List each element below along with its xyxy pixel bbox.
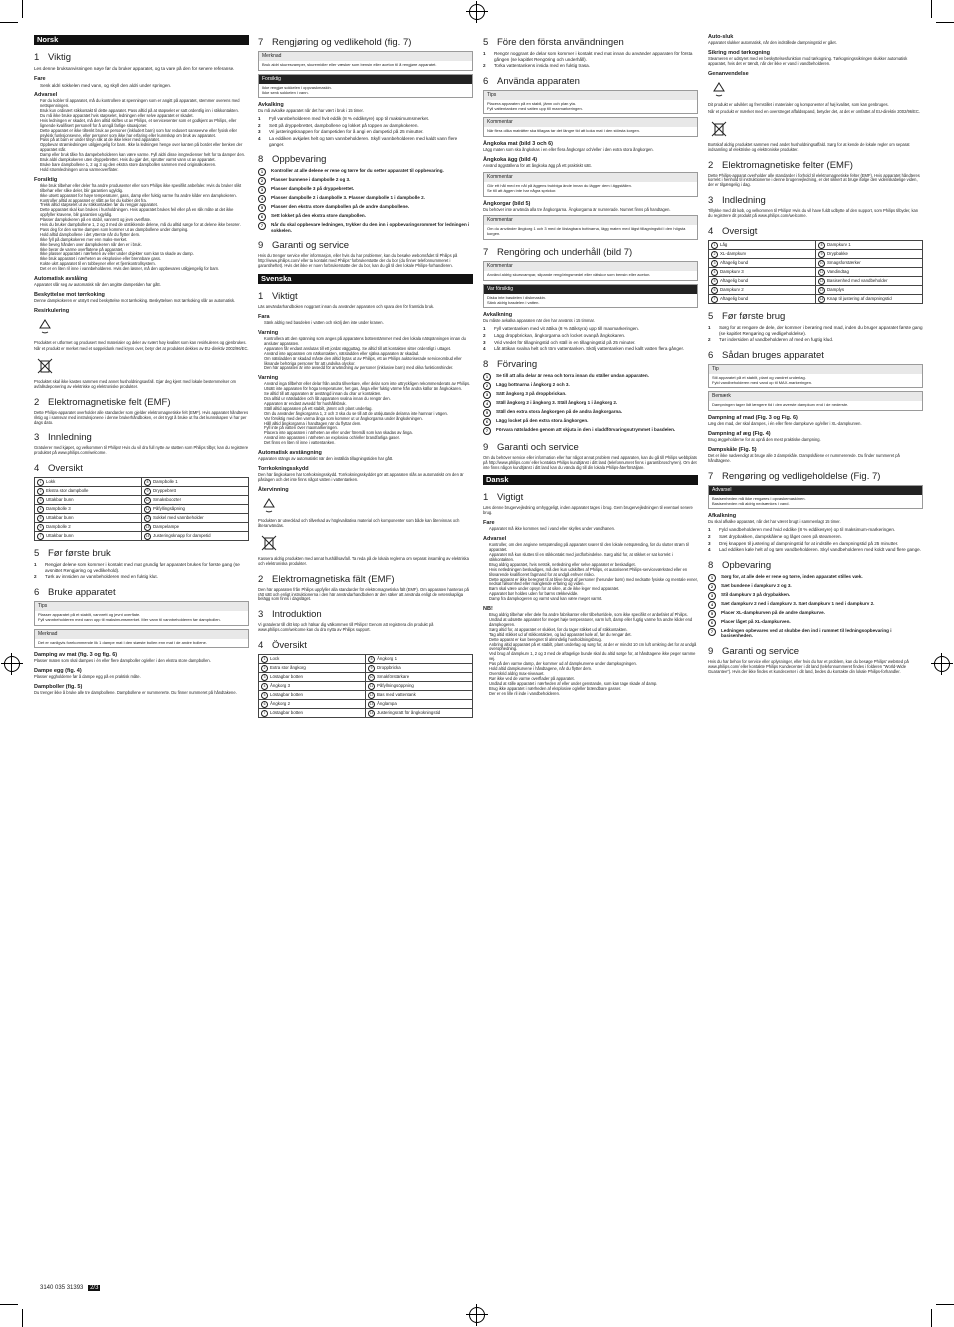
bullet-list: • Ikke bruk tilbehør eller deler fra andre produsenter eller som Philips ikke spesifikt anbefaler. Hvis du bruker slikt tilbehør eller slike deler, blir garantien ugyldig. • Ikke utsett apparatet for høye temperaturer, gass, damp eller fuktig varme fra andre kilder enn dampkokeren. • Kontroller alltid at apparatet er slått av før du kobler det fra. • Trekk alltid støpselet ut av stikkontakten før du rengjør apparatet. • Dette apparatet skal kun brukes i husholdningen. Hvis apparatet brukes feil eller på en slik måte at det ikke oppfyller kravene, blir garantien ugyldig. • Plasser dampkokeren på en stabil, vannrett og jevn overflate. • Hvis du bruker dampbollene 1, 2 og 3 med de utstikkende delene, må du alltid sørge for at delene ikke berører. • Pass deg for den varme dampen som kommer ut av dampbollene under damping. • Hold alltid dampbollene i det ytterste når du flytter dem. • Ikke fyll på dampkokeren mer enn maks-merket. • Ikke beveg hånden over dampkokeren når den er i bruk. • Ikke berør de varme overflatene på apparatet. • Ikke plasser apparatet i nærheten av eller under objekter som kan ta skade av damp. • Ikke bruk apparatet i nærheten av eksplosive eller brennbare gass. • Kokte ukrt apparatet til en tobbeyner eller et fjernkontrollsystem. • Det er en liten ril inne i vannbeholderen. Hvis den løsner, må den oppbevares utilgjengelig for barn. — [34, 184, 249, 272]
step: 4 Låt ättikan svalna helt och töm vattentanken. Skölj vattentanken med kallt vatten flera gånger. — [483, 346, 684, 352]
overview-table: 1 Låg 8 Dampkurv 1 2 XL-dampkurv 9 Drypbakke 3 Aftagelig bund 10 Smagsforstærker 4 Dampkurv 3 11 Vandindtag 5 Aftagelig bund 12 Basisenhed med vandbeholder 6 Dampkurv 2 13 Damplys 7 Aftagelig bund 14 Knap til justering af dampningstid — [708, 240, 923, 304]
subheading: Avkalking — [258, 102, 284, 109]
paragraph: Apparatet slår seg av automatisk når den angitte dampetiden har gått. — [34, 282, 161, 288]
paragraph: Du må avkalke apparatet når det har vært i bruk i 15 timer. — [258, 108, 364, 114]
subheading: Återvinning — [258, 486, 289, 493]
section-heading: 6 Använda apparaten — [483, 75, 580, 87]
note-box: Kommentar Om du använder ångkorg 1 och 3 med de löstagbara bottnarna, lägg maten med lägst tillagningstid i den högsta korgen. — [483, 215, 698, 240]
crossed-bin-icon — [708, 120, 730, 138]
step: 1 Fyld vandbeholderen med hvid eddike (8 % eddikesyre) op til maksimum-markeringen. — [708, 527, 896, 533]
bullet-list: • Brug aldrig tilbehør eller dele fra andre fabrikanter eller tilbehør/dele, som ikke specifikt er anbefalet af Philips. • Undlad at udsætte apparatet for meget høje temperaturer, varm luft, damp eller fugtig varme fra andre kilder end dampkogeren. • Sørg altid for, at apparatet er slukket, før du tager stikket ud af stikkontakten. • Tag altid stikket ud af stikkontakten, og lad apparatet køle af, før du rengør det. • Dette apparat er kun beregnet til almindelig husholdningsbrug. • Anbring altid apparatet på et stabilt, plant underlag og sørg for, at der er mindst 10 cm luft omkring det for at undgå overophedning. • Ved brug af dampkurv 1, 2 og 3 med de aftagelige bunde skal du altid sørge for, at håndtagene ikke peger samme vej. • Pas på den varme damp, der kommer ud af dampkurvene under dampkogningen. • Hold altid dampkurvene i håndtagene, når du flytter dem. • Overskrid aldrig max-niveauet. • Rør ikke ved de varme overflader på apparatet. • Undlad at stille apparatet i nærheden af eller under genstande, som kan tage skade af damp. • Brug ikke apparatet i nærheden af eksplosive og/eller brændbare gasser. • Der er en lille ril inde i vandbeholderen. — [483, 613, 698, 696]
step: 1 Sørg for, at alle dele er rene og tørre, inden apparatet stilles væk. — [708, 574, 923, 582]
subheading: Resirkulering — [34, 307, 70, 314]
subheading: Fara — [258, 314, 270, 321]
subheading: Ångkorgar (bild 5) — [483, 200, 531, 207]
note-box: Kommentar När flera olika maträtter ska tillagas tar det längre tid att koka mat i den största korgen. — [483, 117, 698, 137]
bullet-list: • Kontrollera att den spänning som anges på apparatens bottenstämmer med den lokala nätspänningen innan du ansluter apparaten. • Apparaten får endast anslutas till ett jordat vägguttag. Se alltid till att kontakten sitter ordentligt i uttaget. • Använd inte apparaten om nätkontakten, nätsladden eller själva apparaten är skadad. • Om nätsladden är skadad måste den alltid bytas ut av Philips, ett av Philips auktoriserade serviceombud eller liknande behöriga personer för att undvika olyckor. • Den här apparaten är inte avsedd för användning av personer (inklusive barn) med olika funktionshinder. — [258, 337, 473, 371]
section-heading: 1 Viktig — [34, 52, 72, 63]
section-heading: 6 Sådan bruges apparatet — [708, 349, 824, 361]
column-2 — [258, 30, 473, 1285]
step: 1 Sørg for at rengøre de dele, der kommer i berøring med mad, inden du bruger apparatet første gang (se kapitlet Rengøring og vedligeholdelse). — [708, 325, 923, 336]
subheading: Fare — [483, 520, 495, 527]
bullet-list: • Før du kobler til apparatet, må du kontrollere at spenningen som er angitt på apparatet, stemmer overens med nettspenningen. • Bruk kun ordinært stikkontakt til dette apparatet. Pass alltid på at støpselet er satt ordentlig inn i stikkontakten. • Du må ikke bruke apparatet hvis støpselet, ledningen eller selve apparatet er skadet. • Hvis ledningen er skadet, må den alltid skiftes ut av Philips, et servicesenter som er godkjent av Philips, eller lignende kvalifisert personell for å unngå farlige situasjoner. • Dette apparatet er ikke tiltenkt bruk av personer (inkludert barn) som har redusert sanseevne eller fysisk eller psykisk funksjonsevne, eller personer som ikke har erfaring eller kunnskap om bruk av apparatet. • Pass på at barn er under tilsyn slik at de ikke leker med apparatet. • Oppbevar strømledningen utilgjengelig for barn. Ikke la ledningen henge over kanten på bordet eller benken der apparatet står. • Damp eller bruk tåke fra dampebeholderen kan være varme. Fyll aldri disse inngredienser helt for ta damper den. • Bruk aldri dampkokeren uten dryppebrettet. Hvis du gjør det, sprutter varmt vann ut av apparatet. • Bruke bare dampbollene 1, 2 og 3 og den ekstra store dampbollen sammen med originalkokeren. • Hold strømledningen unna varmeoverflater. — [34, 99, 249, 173]
paragraph: Produkten är utvecklad och tillverkad av högkvalitativa material och komponenter som både kan återvinnas och återanvändas. — [258, 518, 460, 529]
page-number: 2/3 — [90, 1285, 99, 1291]
subheading: Ångkoka ägg (bild 4) — [483, 157, 538, 164]
step: 2 Sæt bundene i dampkurv 2 og 3. — [708, 583, 923, 591]
section-heading: 2 Elektromagnetiske felt (EMF) — [34, 396, 171, 408]
bullet-list: • Sänk aldrig ned basdelen i vatten och skölj den inte under kranen. — [258, 321, 473, 326]
paragraph: Kassera aldrig produkten med annat hushållsavfall. Ta reda på de lokala reglerna om separat insamling av elektriska och elektroniska produkter. — [258, 555, 469, 566]
note-box: Merknad Det er vanligvis forekommende lik 1 dampe mat i den største bollen enn mat i de andre bollene. — [34, 629, 249, 649]
registration-mark — [934, 656, 950, 672]
paragraph: Produktet er utformet og produsert med materialer og deler av svært høy kvalitet som kan resirkuleres og gjenbrukes. — [34, 339, 247, 345]
subheading: Ångkoka mat (bild 3 och 6) — [483, 141, 553, 148]
paragraph: Hvis du trenger service eller informasjon, eller hvis du har problemer, kan du besøke webområdet til Philips på http://www.philips.com/ eller ta kontakt med Philips' forbrukerstøtte der du bor (du finner telefonnummeret i garantiheftet). Hvis det ikke er noen forbrukerstøtte der du bor, kan du gå til den lokale Philips-forhandleren. — [258, 253, 458, 269]
step: 3 Vri justeringsknappen for dampetiden for å angi en dampetid på 25 minutter. — [258, 129, 424, 135]
section-heading: 5 Før første bruk — [34, 548, 111, 560]
subheading: Dampe egg (fig. 4) — [34, 668, 82, 675]
section-heading: 1 Viktigt — [258, 291, 298, 303]
section-heading: 9 Garanti og service — [258, 240, 350, 252]
paragraph: Plasser eggholderne før å dampe egg på en praktisk måte. — [34, 674, 141, 680]
crop-mark — [936, 1304, 954, 1305]
language-header: Dansk — [483, 475, 698, 485]
section-heading: 4 Oversigt — [708, 226, 758, 238]
step: 3 Drej knappen til justering af dampningstid for at indstille en dampningstid på 25 minutter. — [708, 540, 899, 546]
paragraph: Hvis du har behov for service eller oplysninger, eller hvis du har et problem, kan du besøge Philips' websted på www.philips.com/ eller kontakte Philips Kundecenter i dit land (telefonnummeret findes i folderen "World-Wide Guarantee"). Hvis der ikke findes et kundecenter i dit land, bedes du kontakte din lokale Philips-forhandler. — [708, 658, 909, 674]
subheading: Advarsel — [483, 536, 507, 543]
paragraph: Gratulerer med kjøpet, og velkommen til Philips! Hvis du vil dra full nytte av støtten som Philips tilbyr, kan du registrere produktet på www.philips.com/welcome. — [34, 445, 249, 456]
language-header: Svenska — [258, 274, 473, 284]
column-norsk — [34, 30, 249, 1285]
paragraph: Når et produkt er merket med et søppeldunk med kryss over, betyr det at produktet dekkes av EU-direktiv 2002/96/EC. — [34, 346, 249, 352]
paragraph: Dette Philips-apparat overholder alle standarder i forhold til elektromagnetiske felter (EMF). Hvis apparatet håndteres korrekt i henhold til instruktionerne i denne brugervejledning, er det sikkert at bruge ifølge den videnskabelige viden, der er tilgængelig i dag. — [708, 172, 920, 188]
section-heading: 4 Översikt — [258, 640, 307, 652]
step: 4 Lad eddiken køle helt af og tøm vandbeholderen. Skyl vandbeholderen med koldt vand flere gange. — [708, 547, 922, 553]
section-heading: 9 Garanti och service — [483, 441, 579, 453]
warning-box: Var försiktig Diska inte basdelen i diskmaskin. Sänk aldrig basdelen i vatten. — [483, 284, 698, 309]
subheading: Automatisk avslåing — [34, 276, 88, 283]
subheading: Beskyttelse mot tørrkoking — [34, 292, 105, 298]
recycling-icon — [258, 497, 280, 515]
paragraph: Denne dampkokeren er utstyrt med beskyttelse mot tørrkoking. Beskyttelsen mot tørrkoking slår av automatisk. — [34, 298, 236, 303]
subheading: Automatisk avstängning — [258, 450, 322, 457]
note-box: Bemærk Dampningen tager lidt længere tid i den øverste dampkurv end i de nederste. — [708, 391, 923, 411]
crop-mark — [22, 0, 23, 18]
recycling-icon — [34, 318, 56, 336]
paragraph: Du måste avkalka apparaten när den har använts i 15 timmar. — [483, 318, 595, 324]
step: 4 Sæt dampkurv 2 ned i dampkurv 3. Sæt dampkurv 1 ned i dampkurv 2. — [708, 601, 923, 609]
crop-mark — [931, 0, 932, 18]
step: 6 Sett lokket på den ekstra store dampbollen. — [258, 213, 473, 221]
crop-mark — [931, 1309, 932, 1327]
paragraph: Vi gratulerar till ditt köp och hälsar dig välkommen till Philips! Genom att registrera din produkt på www.philips.com/welcome kan du dra nytta av Philips support. — [258, 622, 434, 633]
footer — [40, 1285, 100, 1291]
paragraph: Når et produkt er mærket med en overstreget affaldsspand, betyder det, at det er omfattet af EU-direktiv 2002/96/EC. — [708, 109, 920, 115]
step: 7 Förvara nätsladden genom att skjuta in den i sladdförvaringsutrymmet i basdelen. — [483, 427, 698, 435]
paragraph: Du behöver inte använda alla tre ångkorgarna. Ångkorgarna är numrerade. Numret finns på handtagen. — [483, 206, 671, 212]
paragraph: Använd äggställena för att ångkoka ägg på ett praktiskt sätt. — [483, 163, 592, 169]
registration-mark — [469, 4, 485, 20]
paragraph: Det er ikke nødvendigt at bruge alle 3 dampskåle. Dampskålene er nummererede. Du finder nummeret på håndtagene. — [708, 453, 900, 463]
paragraph: Du trenger ikke å bruke alle tre dampbollene. Dampbollene er nummererte. Du finner nummeret på håndtakene. — [34, 690, 237, 696]
crop-mark — [0, 1304, 18, 1305]
subheading: Forsiktig — [34, 176, 58, 183]
step: 1 Fyll vannbeholderen med hvit eddik (8 % eddiksyre) opp til maksimumsmerket. — [258, 116, 430, 122]
crossed-bin-icon — [258, 534, 280, 552]
paragraph: Læg den mad, der skal dampes, i én eller flere dampkurve og/eller i XL-dampkurven. — [708, 421, 862, 427]
paragraph: Plasser maten som skal dampes i én eller flere dampboller og/eller i den ekstra store dampbollen. — [34, 658, 211, 664]
bullet-list: • Kontroller, om den angivne netspænding på apparatet svarer til den lokale netspænding, før du slutter strøm til apparatet. • Apparatet må kun sluttes til en stikkontakt med jordforbindelse. Sørg altid for, at stikket er sat korrekt i stikkontakten. • Brug aldrig apparatet, hvis netstik, netledning eller selve apparatet er beskadiget. • Hvis netledningen beskadiges, må den kun udskiftes af Philips, et autoriseret Philips-serviceværksted eller en tilsvarende kvalificeret fagmand for at undgå enhver risiko. • Dette apparat er ikke beregnet til at blive brugt af personer (herunder børn) med nedsatte fysiske og mentale evner, nedsat følsomhed eller manglende erfaring og viden. • Børn skal være under opsyn for at sikre, at de ikke leger med apparatet. • Apparatet bør holdes uden for børns rækkevidde. • Damp fra dampkogeren og varmt vand kan være meget varmt. — [483, 543, 698, 602]
paragraph: Den här apparaten från Philips uppfyller alla standarder för elektromagnetiska fält (EMF). Om apparaten hanteras på rätt sätt och enligt instruktionerna i den här användarhandboken är den säker att använda enligt de vetenskapliga belägg som finns i dagsläget. — [258, 586, 469, 602]
subheading: Varning — [258, 329, 279, 336]
paragraph: Du skal afkalke apparatet, når det har været brugt i sammenlagt 15 timer. — [708, 519, 841, 525]
subheading: Avkalkning — [483, 312, 513, 319]
column-3 — [483, 30, 698, 1285]
paragraph: Apparatet slukker automatisk, når den indstillede dampningstid er gået. — [708, 40, 837, 45]
step: 4 Ställ ångkorg 2 i ångkorg 3. Ställ ångkorg 1 i ångkorg 2. — [483, 400, 698, 408]
paragraph: Dit produkt er udviklet og fremstillet i materialer og komponenter af høj kvalitet, som kan genbruges. — [708, 102, 889, 108]
step: 2 Sett på dryppebrettet, dampbollene og lokket på toppen av dampkokeren. — [258, 122, 419, 128]
subheading: Damping av mat (fig. 3 og fig. 6) — [34, 652, 118, 659]
section-heading: 2 Elektromagnetiska fält (EMF) — [258, 573, 395, 585]
section-heading: 8 Opbevaring — [708, 559, 772, 571]
step: 1 Se till att alla delar är rena och torra innan du ställer undan apparaten. — [483, 373, 698, 381]
crossed-bin-icon — [34, 357, 56, 375]
section-heading: 7 Rengöring och underhåll (bild 7) — [483, 247, 633, 259]
paragraph: Lägg maten som ska ångkokas i en eller flera ångkorgar och/eller i den extra stora ångkorgen. — [483, 147, 654, 153]
paragraph: Dette Philips-apparatet overholder alle standarder som gjelder elektromagnetiske felt (EMF). Hvis apparatet håndteres riktig og i samsvar med instruksjonene i denne brukerhåndboken, er det trygt å bruke ut fra det kunnskapen vi har per dags dato. — [34, 409, 249, 425]
step: 1 Rengör noggrant de delar som kommer i kontakt med mat innan du använder apparaten för första gången (se kapitlet Rengöring och underhåll). — [483, 51, 693, 62]
step: 2 Tør indersiden af vandbeholderen af med en fugtig klud. — [708, 337, 834, 343]
section-heading: 8 Förvaring — [483, 358, 538, 370]
section-heading: 8 Oppbevaring — [258, 154, 327, 166]
step: 6 Lägg locket på den extra stora ångkorgen. — [483, 418, 698, 426]
step: 4 La eddiken avkjøles helt og tøm vannbeholderen. Skyll vannbeholderen med kaldt vann flere ganger. — [258, 136, 458, 147]
section-heading: 2 Elektromagnetiske felter (EMF) — [708, 159, 853, 171]
subheading: Sikring mod tørkogning — [708, 49, 771, 56]
tip-box: Tips Placera apparaten på en stabil, jämn och plan yta. Fyll vattentanken med vatten upp till maxmarkeringen. — [483, 90, 698, 115]
bullet-list: • Använd inga tillbehör eller delar från andra tillverkare, eller delar som inte uttryckligen rekommenderats av Philips. • Utsätt inte apparaten för höga temperaturer, het gas, ånga eller fuktig värme från andra källor än ångkokaren. • Se alltid till att apparaten är avstängd innan du drar ur kontakten. • Dra alltid ur nätsladden och låt apparaten svalna innan du rengör den. • Apparaten är endast avsedd för hushållsbruk. • Ställ alltid apparaten på ett stabilt, jämnt och plant underlag. • Om du använder ångkorgarna 1, 2 och 3 ska du se till att de utskjutande delarna inte hamnar i vägen. • Var försiktig med den varma ånga som kommer ut ur ångkorgarna under ångkokningen. • Håll alltid ångkorgarna i handtagen när du flyttar dem. • Fyll inte på vatten över maxmarkeringen. • Placera inte apparaten i närheten av eller under föremål som kan skadas av ånga. • Använd inte apparaten i närheten av explosiva och/eller brandfarliga gaser. • Det finns en liten ril inne i vattentanken. — [258, 382, 473, 446]
language-header: Norsk — [34, 35, 249, 45]
section-heading: 7 Rengøring og vedligeholdelse (Fig. 7) — [708, 470, 881, 482]
section-heading: 3 Indledning — [708, 195, 766, 207]
column-4 — [708, 30, 923, 1285]
step: 1 Kontroller at alle delene er rene og tørre før du setter apparatet til oppbevaring. — [258, 168, 473, 176]
step: 2 Plasser bunnene i dampbolle 2 og 3. — [258, 177, 473, 185]
step: 3 Plasser dampbolle 3 på dryppebrettet. — [258, 186, 473, 194]
recycling-icon — [708, 81, 730, 99]
subheading: Afkalkning — [708, 513, 737, 520]
section-heading: 3 Innledning — [34, 432, 92, 444]
step: 3 Vrid vredet för tillagningstid och ställ in en tillagningstid på 25 minuter. — [483, 339, 636, 345]
subheading: Genanvendelse — [708, 70, 749, 77]
section-heading: 5 Före den första användningen — [483, 37, 624, 48]
document-code: 3140 035 31393 — [40, 1285, 84, 1291]
subheading: Dampning af mad (Fig. 3 og Fig. 6) — [708, 415, 798, 422]
subheading: Dampboller (fig. 5) — [34, 684, 83, 691]
paragraph: Læs denne brugervejledning omhyggeligt, inden apparatet tages i brug. Gem brugervejledningen til eventuel senere brug. — [483, 505, 693, 516]
crop-mark — [936, 22, 954, 23]
step: 1 Rengjør delene som kommer i kontakt med mat grundig før apparatet brukes for første gang (se avsnittet Rengjøring og vedlikehold). — [34, 562, 240, 573]
overview-table: 1 Lock 8 Ångkorg 1 2 Extra stor ångkorg 9 Droppbricka 3 Löstagbar botten 10 Smakförstärkare 4 Ångkorg 3 11 Påfyllningsöppning 5 Löstagbar botten 12 Bas med vattentank 6 Ångkorg 2 13 Ånglampa 7 Löstagbar botten 14 Justeringsratt för ångkokningstid — [258, 654, 473, 718]
paragraph: Produktet skal ikke kastes sammen med annet husholdningsavfall. Gjør deg kjent med lokale bestemmelser om avfallsdeponering av elektriske og elektroniske produkter. — [34, 378, 237, 389]
paragraph: Läs användarhandboken noggrant innan du använder apparaten och spara den för framtida bruk. — [258, 304, 435, 310]
step: 2 Torka vattentankens insida med en fuktig trasa. — [483, 63, 591, 69]
subheading: Auto-sluk — [708, 34, 734, 40]
registration-mark — [469, 1307, 485, 1323]
paragraph: Steameren er udstyret med en beskyttelsesfunktion mod tørkogning. Tørkogningssikringen slukker automatisk apparatet, hvis det er tændt, når der ikke er vand i vandbeholderen. — [708, 55, 908, 66]
tip-box: Tips Plasser apparatet på et stabilt, vannrett og jevnt overflate. Fyll vannbeholderen med vann opp til maksimumsmerket. Mer vann til vannbeholderen før dampbollen. — [34, 601, 249, 626]
warning-box: Advarsel Basisenheden må ikke rengøres i opvaskemaskinen. Basisenheden må aldrig nedsænkes i vand. — [708, 485, 923, 510]
bullet-list: • Senk aldri sokkelen med vann, og skyll den aldri under springen. — [34, 83, 249, 89]
step: 2 Tørk av innsiden av vannbeholderen med en fuktig klut. — [34, 574, 158, 580]
overview-table: 1 Lokk 8 Dampbolle 1 2 Ekstra stor dampbolle 9 Dryppebrett 3 Uttakbar bunn 10 Smaksboozter 4 Dampbolle 3 11 Påfyllingsåpning 5 Uttakbar bunn 12 Sokkel med vannbeholder 6 Dampbolle 2 13 Dampelampe 7 Uttakbar bunn 14 Justeringsknapp for dampetid — [34, 477, 249, 541]
step: 4 Plasser dampbolle 2 i dampbolle 3. Plasser dampbolle 1 i dampbolle 2. — [258, 195, 473, 203]
step: 2 Lägg bottnarna i ångkorg 2 och 3. — [483, 382, 698, 390]
section-heading: 7 Rengjøring og vedlikehold (fig. 7) — [258, 37, 412, 48]
subheading: NB! — [483, 606, 493, 613]
step: 2 Sæt drypbakken, dampskålene og låget oven på steameren. — [708, 533, 842, 539]
warning-box: Forsiktig Ikke rengjør sokkelen i oppvaskmaskin. Ikke senk sokkelen i vann. — [258, 74, 473, 99]
paragraph: Brug æggeholderne for at opnå den mest praktiske dampning. — [708, 437, 821, 443]
step: 1 Fyll vattentanken med vit ättika (8 % ättiksyra) upp till maxmarkeringen. — [483, 326, 640, 332]
section-heading: 4 Oversikt — [34, 463, 83, 475]
crop-mark — [0, 22, 18, 23]
section-heading: 1 Vigtigt — [483, 492, 524, 504]
bullet-list: • Apparatet må ikke kommes ned i vand eller skylles under vandhanen. — [483, 527, 698, 532]
paragraph: Apparaten stängs av automatiskt när den inställda tillagningstiden har gått. — [258, 456, 394, 462]
paragraph: Bortskaf aldrig produktet sammen med andet husholdningsaffald. Sørg for at kende de lokale regler om separat indsamling af elektriske og elektroniske produkter. — [708, 141, 910, 152]
paragraph: Den här ångkokaren har torrkokningsskydd. Torrkokningsskyddet gör att apparaten slås av automatiskt om den är påslagen och det inte finns något vatten i vattentanken. — [258, 472, 464, 482]
section-heading: 3 Introduktion — [258, 609, 322, 621]
note-box: Kommentar Använd aldrig skursvampar, slipande rengöringsmedel eller vätskor som bensin eller aceton. — [483, 261, 698, 281]
subheading: Fare — [34, 75, 46, 82]
section-heading: 9 Garanti og service — [708, 645, 800, 657]
section-heading: 5 Før første brug — [708, 311, 786, 323]
subheading: Varning — [258, 375, 279, 382]
step: 6 Placer låget på XL-dampkurven. — [708, 619, 923, 627]
subheading: Dampning af æg (Fig. 4) — [708, 431, 771, 438]
step: 5 Plasser den ekstra store dampbollen på de andre dampbollene. — [258, 204, 473, 212]
section-heading: 6 Bruke apparatet — [34, 587, 116, 599]
tip-box: Tip Stil apparatet på et stabilt, plant og vandret underlag. Fyld vandbeholderen med vand op til MAX-markeringen. — [708, 364, 923, 389]
step: 2 Lägg droppbrickan, ångkorgarna och locket ovanpå ångkokaren. — [483, 332, 626, 338]
subheading: Torrkokningsskydd — [258, 466, 309, 473]
step: 3 Stil dampkurv 3 på drypbakken. — [708, 592, 923, 600]
step: 7 Når du skal oppbevare ledningen, trykker du den inn i oppbevaringsrommet for ledningen i sokkelen. — [258, 222, 473, 233]
step: 3 Sätt ångkorg 3 på droppbrickan. — [483, 391, 698, 399]
step: 7 Ledningen opbevares ved at skubbe den ind i rummet til ledningsopbevaring i basisenheden. — [708, 628, 923, 639]
paragraph: Om du behöver service eller information eller har något annat problem med apparaten, kan du gå till Philips webbplats på http://www.philips.com/ eller kontakta Philips kundtjänst i ditt land (telefonnumret finns i garantibroschyren). Om det inte finns någon kundtjänst i ditt land kan du vända dig till din lokala Philips-återförsäljare. — [483, 454, 697, 470]
note-box: Merknad Bruk aldri skuresvamper, skuremidler eller væsker som bensin eller aceton til å rengjøre apparatet. — [258, 51, 473, 71]
note-box: Kommentar Gör ett hål med en nål på äggens trubbiga ände innan du lägger dem i äggställen. Se till att äggen inte har några sprickor. — [483, 172, 698, 197]
crop-mark — [22, 1309, 23, 1327]
step: 5 Placer XL-dampkurven på de andre dampkurve. — [708, 610, 923, 618]
registration-mark — [4, 656, 20, 672]
step: 5 Ställ den extra stora ångkorgen på de andra ångkorgarna. — [483, 409, 698, 417]
subheading: Dampskåle (Fig. 5) — [708, 447, 757, 454]
paragraph: Les denne bruksanvisningen nøye før du bruker apparatet, og ta vare på den for senere referanse. — [34, 66, 235, 71]
paragraph: Tillykke med dit køb, og velkommen til Philips! Hvis du vil have fuldt udbytte af den support, som Philips tilbyder, kan du registrere dit produkt på www.philips.com/welcome. — [708, 208, 919, 219]
subheading: Advarsel — [34, 92, 58, 99]
